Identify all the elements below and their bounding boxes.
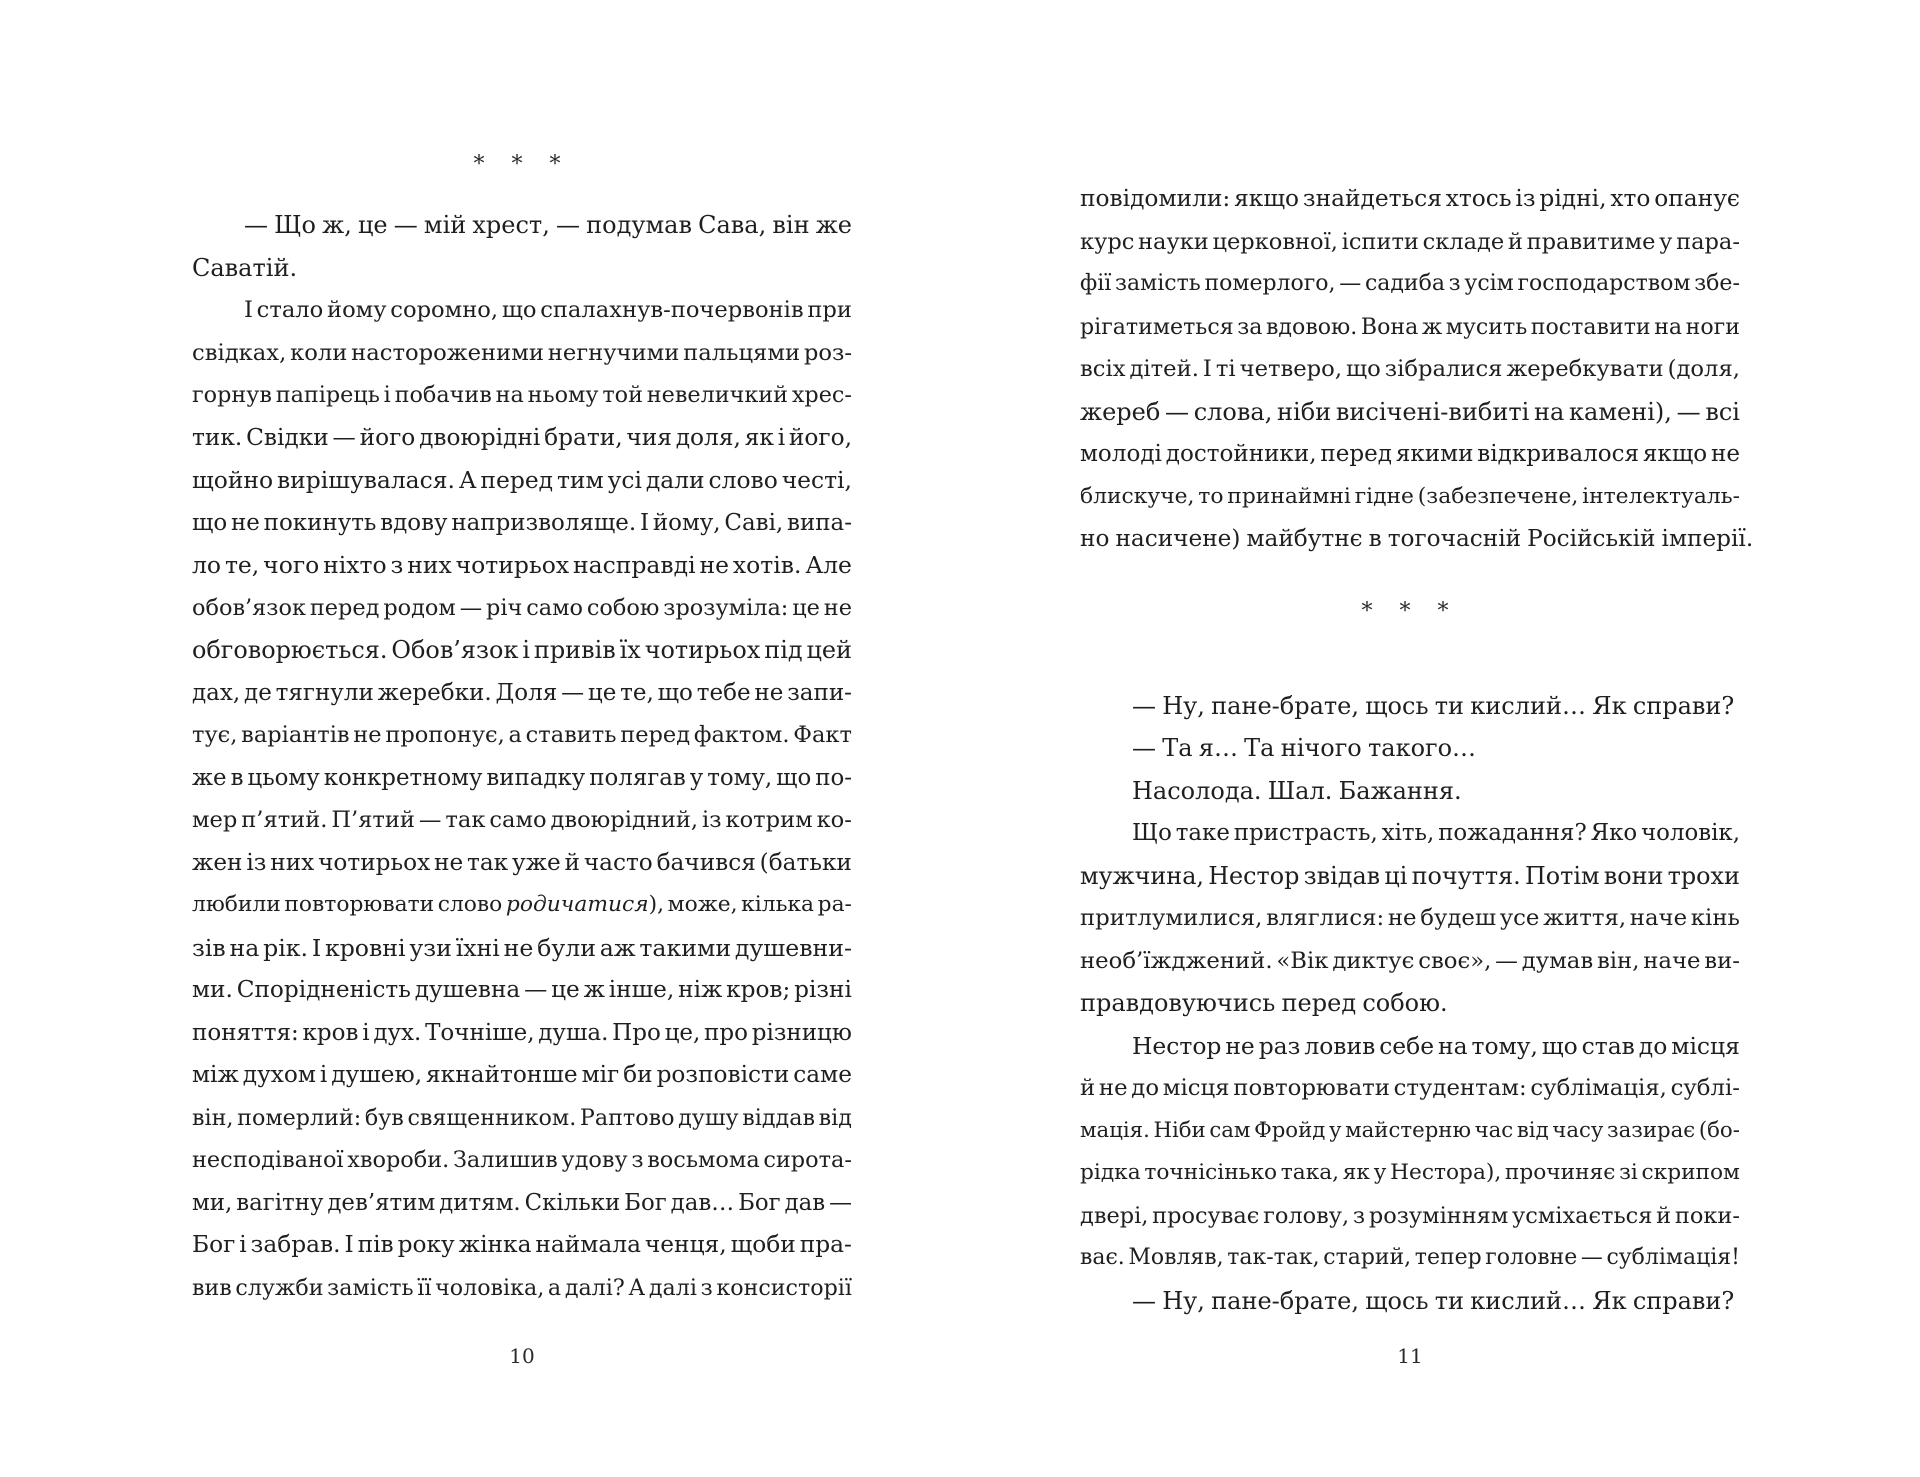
text-line: фії замість померлого, — садиба з усім господарством збе- <box>1080 271 1740 296</box>
left-page-lines <box>192 204 852 1309</box>
text-line: ми, вагітну дев’ятим дитям. Скільки Бог дав… Бог дав — <box>192 1189 852 1216</box>
text-line: но насичене) майбутнє в тогочасній Російській імперії. <box>1080 525 1754 552</box>
text-line: вив служби замість її чоловіка, а далі? А далі з консисторії <box>192 1274 852 1301</box>
text-line: рідка точнісінько така, як у Нестора), прочиняє зі скрипом <box>1080 1160 1740 1185</box>
text-line: правдовуючись перед собою. <box>1080 989 1448 1017</box>
text-line: притлумилися, вляглися: не будеш усе життя, наче кінь <box>1080 905 1740 931</box>
text-line: мер п’ятий. П’ятий — так само двоюрідний, із котрим ко- <box>192 807 852 833</box>
text-line: — Ну, пане-брате, щось ти кислий… Як справи? <box>1132 691 1735 720</box>
text-line: всіх дітей. І ті четверо, що зібралися жеребкувати (доля, <box>1080 356 1740 382</box>
text-line: мужчина, Нестор звідав ці почуття. Потім вони трохи <box>1080 861 1740 890</box>
text-line: любили повторювати слово родичатися), може, кілька ра- <box>192 892 852 917</box>
text-line: двері, просуває голову, з розумінням усміхається й поки- <box>1080 1202 1740 1229</box>
text-line: обговорюється. Обов’язок і привів їх чотирьох під цей <box>192 636 852 664</box>
text-line: обов’язок перед родом — річ само собою зрозуміла: це не <box>192 594 852 621</box>
right-page-text <box>1080 178 1754 1322</box>
text-line: щойно вирішувалася. А перед тим усі дали слово честі, <box>192 466 852 494</box>
page-number: 11 <box>1397 1344 1423 1368</box>
section-separator: * * * <box>1361 598 1459 624</box>
text-line: рігатиметься за вдовою. Вона ж мусить поставити на ноги <box>1080 313 1740 340</box>
text-line: тує, варіантів не пропонує, а ставить перед фактом. Факт <box>192 722 852 748</box>
text-line: жен із них чотирьох не так уже й часто бачився (батьки <box>192 848 852 876</box>
text-line: несподіваної хвороби. Залишив удову з восьмома сирота- <box>192 1147 852 1173</box>
text-line: ми. Спорідненість душевна — це ж інше, ніж кров; різні <box>192 976 852 1003</box>
text-line: горнув папірець і побачив на ньому той невеличкий хрес- <box>192 382 852 408</box>
left-page <box>192 0 852 1477</box>
text-line: Нестор не раз ловив себе на тому, що став до місця <box>1132 1031 1740 1060</box>
text-line: — Що ж, це — мій хрест, — подумав Сава, він же <box>244 211 852 239</box>
text-line: свідках, коли настороженими негнучими пальцями роз- <box>192 339 852 366</box>
text-line: — Та я… Та нічого такого… <box>1132 734 1477 762</box>
left-page-text <box>192 140 852 1309</box>
right-page-lines-after <box>1080 685 1740 1323</box>
right-page-lines-before <box>1080 178 1754 561</box>
text-line: молоді достойники, перед якими відкривалося якщо не <box>1080 441 1740 467</box>
text-line: же в цьому конкретному випадку полягав у тому, що по- <box>192 764 852 791</box>
text-line: необ’їжджений. «Вік диктує своє», — думав він, наче ви- <box>1080 947 1740 974</box>
text-line: Саватій. <box>192 253 298 282</box>
text-line: І стало йому соромно, що спалахнув-почервонів при <box>244 297 852 323</box>
page-number: 10 <box>509 1344 535 1368</box>
text-line: що не покинуть вдову напризволяще. І йому, Саві, випа- <box>192 509 852 536</box>
text-line: між духом і душею, якнайтонше міг би розповісти саме <box>192 1061 852 1088</box>
text-line: мація. Ніби сам Фройд у майстерню час від часу зазирає (бо- <box>1080 1117 1740 1143</box>
text-line: блискуче, то принаймні гідне (забезпечене, інтелектуаль- <box>1080 483 1740 509</box>
text-line: й не до місця повторювати студентам: сублімація, сублі- <box>1080 1075 1740 1101</box>
text-line: зів на рік. І кровні узи їхні не були аж такими душевни- <box>192 933 852 962</box>
text-line: дах, де тягнули жеребки. Доля — це те, що тебе не запи- <box>192 679 852 706</box>
text-line: ло те, чого ніхто з них чотирьох насправді не хотів. Але <box>192 551 852 579</box>
section-separator: * * * <box>473 152 571 177</box>
text-line: він, померлий: був священником. Раптово душу віддав від <box>192 1104 852 1131</box>
text-line: Насолода. Шал. Бажання. <box>1132 776 1462 805</box>
text-line: ває. Мовляв, так-так, старий, тепер головне — сублімація! <box>1080 1245 1740 1270</box>
text-line: Що таке пристрасть, хіть, пожадання? Яко чоловік, <box>1132 820 1740 846</box>
text-line: тик. Свідки — його двоюрідні брати, чия доля, як і його, <box>192 423 852 451</box>
text-line: поняття: кров і дух. Точніше, душа. Про це, про різницю <box>192 1019 852 1046</box>
right-page <box>1080 0 1754 1477</box>
text-line: — Ну, пане-брате, щось ти кислий… Як справи? <box>1132 1286 1735 1315</box>
text-line: курс науки церковної, іспити складе й правитиме у пара- <box>1080 228 1740 255</box>
text-line: повідомили: якщо знайдеться хтось із рідні, хто опанує <box>1080 185 1740 212</box>
text-line: Бог і забрав. І пів року жінка наймала ченця, щоби пра- <box>192 1231 852 1258</box>
text-line: жереб — слова, ніби висічені-вибиті на камені), — всі <box>1080 397 1740 426</box>
